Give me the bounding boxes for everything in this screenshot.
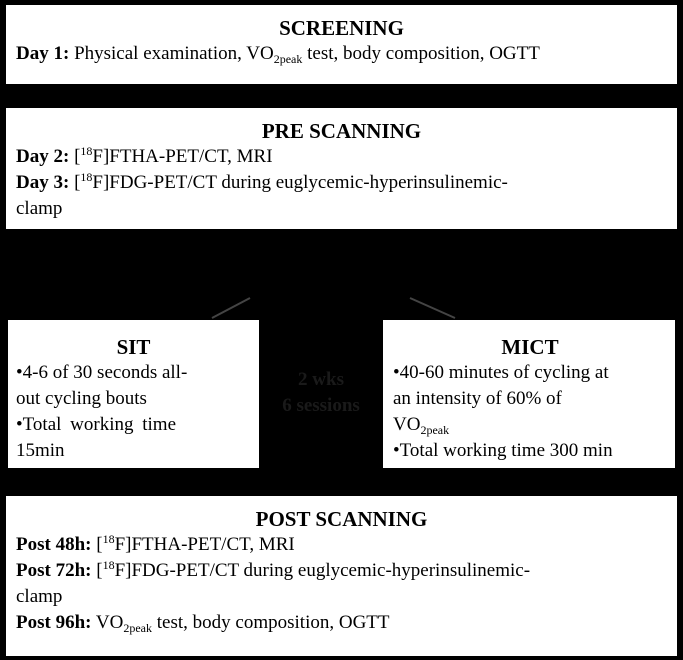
- post-48h-line: [16, 532, 667, 558]
- day2-sup: 18: [80, 144, 93, 158]
- post72-label: Post 72h:: [16, 560, 92, 581]
- post96-sub: 2peak: [123, 621, 153, 635]
- mict-line-3: [393, 412, 667, 438]
- post-72h-line-cont: clamp: [16, 586, 63, 607]
- duration-sessions: 6 sessions: [282, 395, 360, 416]
- pre-scanning-box: [6, 108, 677, 229]
- day3-label: Day 3:: [16, 172, 70, 193]
- post72-text-b: F]FDG-PET/CT during euglycemic-hyperinsulinemic-: [114, 560, 531, 581]
- post96-text-a: VO: [95, 612, 124, 633]
- post48-label: Post 48h:: [16, 534, 92, 555]
- day2-text-a: [: [74, 146, 81, 167]
- mict-box: [383, 320, 675, 468]
- post48-text-b: F]FTHA-PET/CT, MRI: [114, 534, 295, 555]
- mict-line-2: an intensity of 60% of: [393, 388, 562, 409]
- sit-line-2: out cycling bouts: [16, 388, 147, 409]
- pre-day2-line: [16, 144, 667, 170]
- post48-text-a: [: [96, 534, 103, 555]
- sit-title: SIT: [116, 335, 151, 359]
- day3-text-b: F]FDG-PET/CT during euglycemic-hyperinsulinemic-: [92, 172, 508, 193]
- post-72h-line: [16, 558, 667, 584]
- day3-sup: 18: [80, 170, 93, 184]
- pre-day3-line-cont: clamp: [16, 198, 63, 219]
- sit-line-1: •4-6 of 30 seconds all-: [16, 362, 188, 383]
- post96-text-b: test, body composition, OGTT: [152, 612, 390, 633]
- post72-text-a: [: [96, 560, 103, 581]
- sit-line-3: •Total working time: [16, 414, 177, 435]
- screening-day1-line: [16, 41, 667, 67]
- day1-label: Day 1:: [16, 43, 70, 64]
- post-96h-line: [16, 610, 667, 636]
- screening-title: SCREENING: [279, 16, 404, 40]
- day1-text-b: test, body composition, OGTT: [302, 43, 540, 64]
- sit-box: [8, 320, 259, 468]
- mict-line-1: •40-60 minutes of cycling at: [393, 362, 609, 383]
- day1-sub: 2peak: [273, 52, 303, 66]
- day2-text-b: F]FTHA-PET/CT, MRI: [92, 146, 273, 167]
- day1-text-a: Physical examination, VO: [74, 43, 274, 64]
- mict-line-4: •Total working time 300 min: [393, 440, 613, 461]
- post-scanning-title: POST SCANNING: [255, 507, 428, 531]
- post48-sup: 18: [102, 532, 115, 546]
- pre-scanning-title: PRE SCANNING: [261, 119, 422, 143]
- post96-label: Post 96h:: [16, 612, 92, 633]
- arrow-to-sit: [212, 298, 250, 318]
- day3-text-a: [: [74, 172, 81, 193]
- pre-day3-line: [16, 170, 667, 196]
- post-scanning-box: [6, 496, 677, 656]
- duration-label: [259, 367, 383, 419]
- duration-weeks: 2 wks: [298, 369, 344, 390]
- mict-title: MICT: [501, 335, 559, 359]
- mict-vo2-sub: 2peak: [420, 423, 450, 437]
- screening-box: [6, 5, 677, 84]
- arrow-to-mict: [410, 298, 455, 318]
- sit-line-4: 15min: [16, 440, 65, 461]
- post72-sup: 18: [102, 558, 115, 572]
- mict-vo2: VO: [393, 414, 421, 435]
- day2-label: Day 2:: [16, 146, 70, 167]
